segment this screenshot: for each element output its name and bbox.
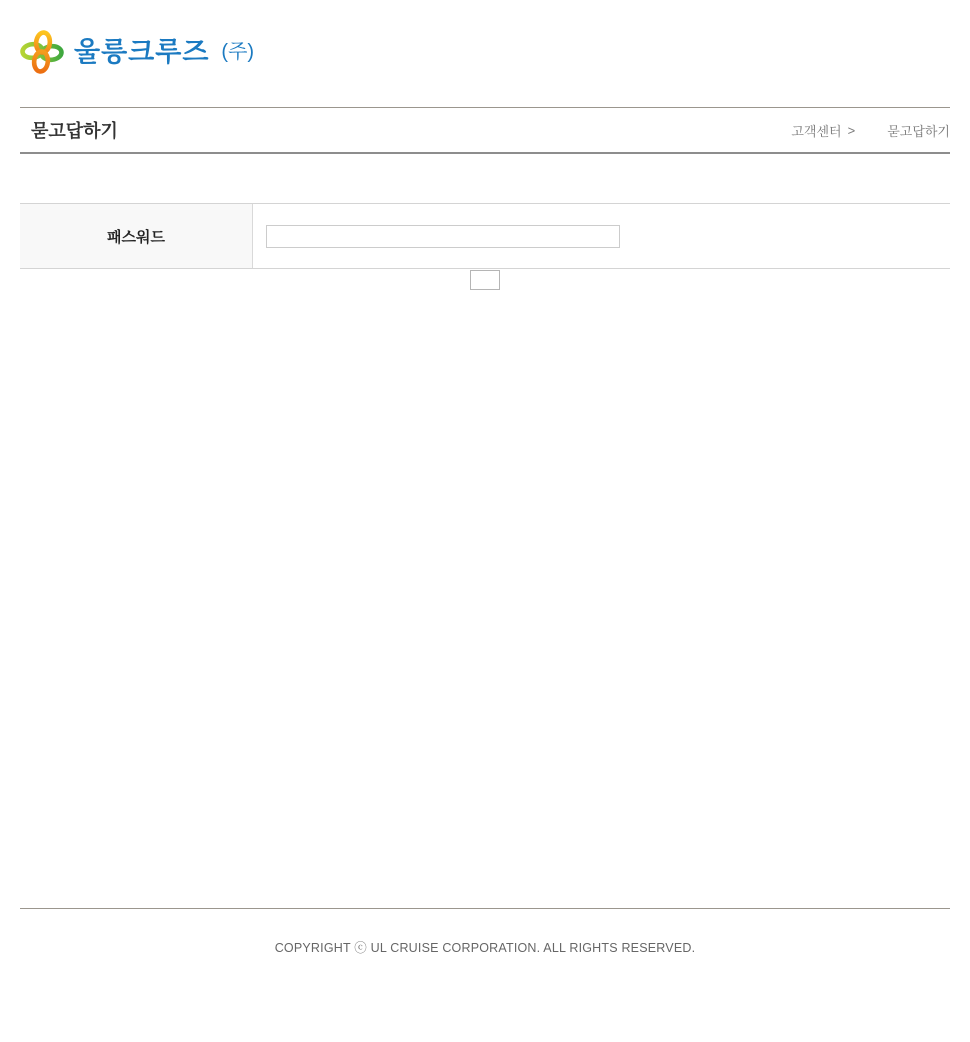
brand-name: 울릉크루즈 (74, 36, 210, 67)
site-logo[interactable] (20, 30, 254, 74)
password-form-table (20, 203, 950, 269)
site-header (0, 0, 970, 74)
breadcrumb-item-qna[interactable]: 묻고답하기 (887, 123, 950, 139)
breadcrumb (791, 121, 950, 140)
submit-row (0, 270, 970, 290)
title-divider (20, 152, 950, 154)
password-input[interactable] (266, 225, 620, 248)
brand-suffix: (주) (221, 41, 255, 63)
title-bar (20, 108, 950, 152)
page-title: 묻고답하기 (31, 121, 118, 141)
submit-button[interactable] (470, 270, 500, 290)
content-spacer (0, 290, 970, 908)
breadcrumb-item-customer-center[interactable]: 고객센터 (791, 123, 842, 139)
password-label-cell (20, 204, 253, 268)
password-label: 패스워드 (107, 228, 165, 246)
breadcrumb-separator: > (847, 122, 856, 138)
pinwheel-flower-icon (20, 30, 64, 74)
footer-copyright: COPYRIGHT ⓒ UL CRUISE CORPORATION. ALL RIGHTS RESERVED. (274, 941, 696, 955)
password-input-cell (253, 204, 950, 268)
